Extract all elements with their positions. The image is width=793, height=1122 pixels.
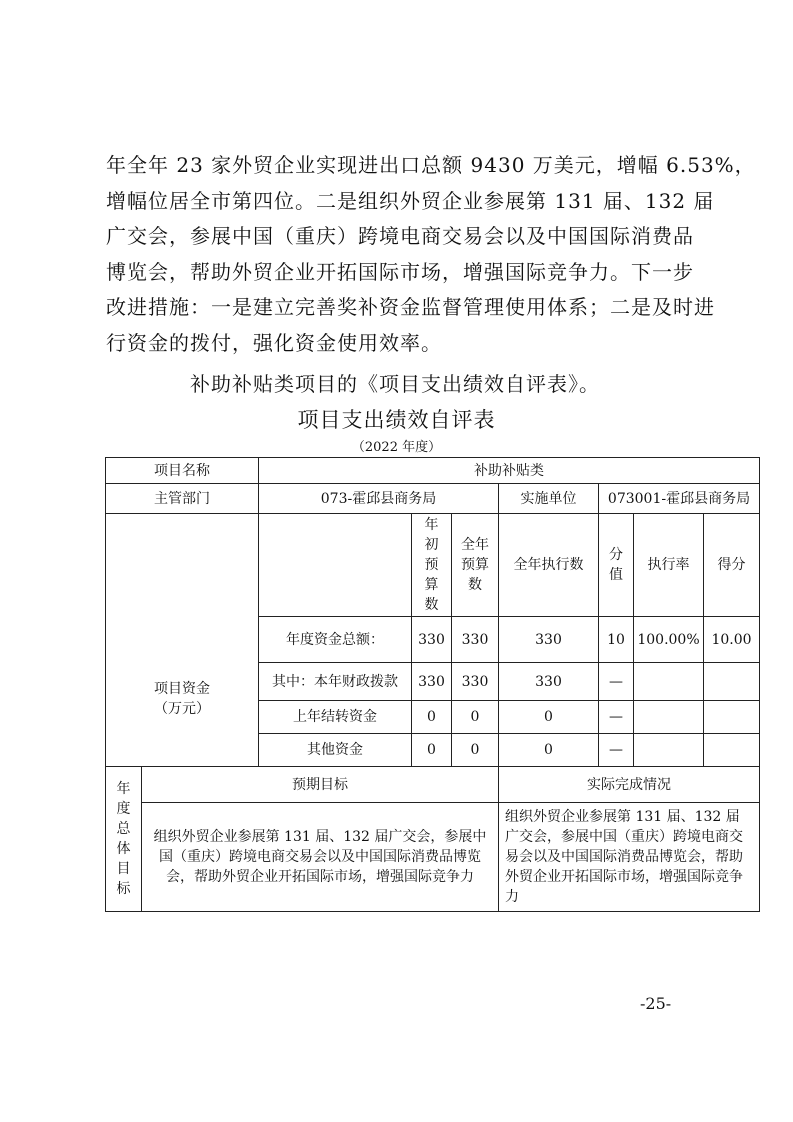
table-title: 项目支出绩效自评表 [297,408,496,432]
row-label: 其他资金 [259,734,412,767]
paragraph-line: 改进措施：一是建立完善奖补资金监督管理使用体系；二是及时进 [106,295,715,319]
cell-value: — [599,701,634,734]
page-number: -25- [640,994,672,1013]
paragraph-line: 行资金的拨付，强化资金使用效率。 [106,330,442,355]
header-score-value-text: 分值 [609,547,623,583]
header-annual-budget [452,514,499,617]
cell-score [704,663,760,701]
cell-score: 10.00 [704,617,760,663]
paragraph-line: 博览会，帮助外贸企业开拓国际市场，增强国际竞争力。下一步 [106,259,694,284]
body-paragraph [106,148,756,361]
self-evaluation-table [105,457,760,912]
cell-rate: 100.00% [634,617,704,663]
header-blank [259,514,412,617]
cell-rate [634,663,704,701]
cell-score [704,734,760,767]
project-name-value: 补助补贴类 [259,458,760,484]
cell-value: 10 [599,617,634,663]
cell-exec: 330 [499,617,599,663]
header-initial-budget-text: 年初预算数 [424,517,439,613]
cell-annual: 0 [452,701,499,734]
cell-initial: 0 [412,701,452,734]
cell-exec: 330 [499,663,599,701]
dept-label: 主管部门 [106,484,259,514]
cell-rate [634,701,704,734]
header-annual-budget-text: 全年预算数 [461,537,489,593]
cell-initial: 330 [412,617,452,663]
row-label: 上年结转资金 [259,701,412,734]
expected-label: 预期目标 [142,767,499,803]
paragraph-line: 年全年 23 家外贸企业实现进出口总额 9430 万美元，增幅 6.53%， [106,153,756,177]
header-exec-rate: 执行率 [634,514,704,617]
paragraph-line: 增幅位居全市第四位。二是组织外贸企业参展第 131 届、132 届 [106,188,715,213]
cell-exec: 0 [499,734,599,767]
impl-value: 073001-霍邱县商务局 [599,484,760,514]
impl-label: 实施单位 [499,484,599,514]
header-score: 得分 [704,514,760,617]
goal-label-text: 年度总体目标 [116,781,131,897]
cell-annual: 330 [452,617,499,663]
cell-annual: 0 [452,734,499,767]
row-label: 其中：本年财政拨款 [259,663,412,701]
header-initial-budget [412,514,452,617]
project-name-label: 项目名称 [106,458,259,484]
funds-label-text: 项目资金 （万元） [154,681,210,717]
cell-score [704,701,760,734]
cell-initial: 330 [412,663,452,701]
actual-result-text: 组织外贸企业参展第 131 届、132 届广交会，参展中国（重庆）跨境电商交易会以及中国国际消费品博览会，帮助外贸企业开拓国际市场，增强国际竞争力 [505,809,743,905]
actual-result-cell [499,803,760,912]
table-year: （2022 年度） [351,440,442,455]
table-caption: 补助补贴类项目的《项目支出绩效自评表》。 [190,372,600,396]
header-annual-exec: 全年执行数 [499,514,599,617]
funds-label [106,514,259,767]
cell-rate [634,734,704,767]
cell-annual: 330 [452,663,499,701]
cell-value: — [599,663,634,701]
row-label: 年度资金总额： [259,617,412,663]
cell-value: — [599,734,634,767]
cell-exec: 0 [499,701,599,734]
header-score-value [599,514,634,617]
paragraph-line: 广交会，参展中国（重庆）跨境电商交易会以及中国国际消费品 [106,224,694,248]
expected-goal-cell [142,803,499,912]
expected-goal-text: 组织外贸企业参展第 131 届、132 届广交会，参展中国（重庆）跨境电商交易会以及中国国际消费品博览会，帮助外贸企业开拓国际市场，增强国际竞争力 [153,829,487,885]
cell-initial: 0 [412,734,452,767]
dept-value: 073-霍邱县商务局 [259,484,499,514]
actual-label: 实际完成情况 [499,767,760,803]
goal-label [106,767,142,912]
